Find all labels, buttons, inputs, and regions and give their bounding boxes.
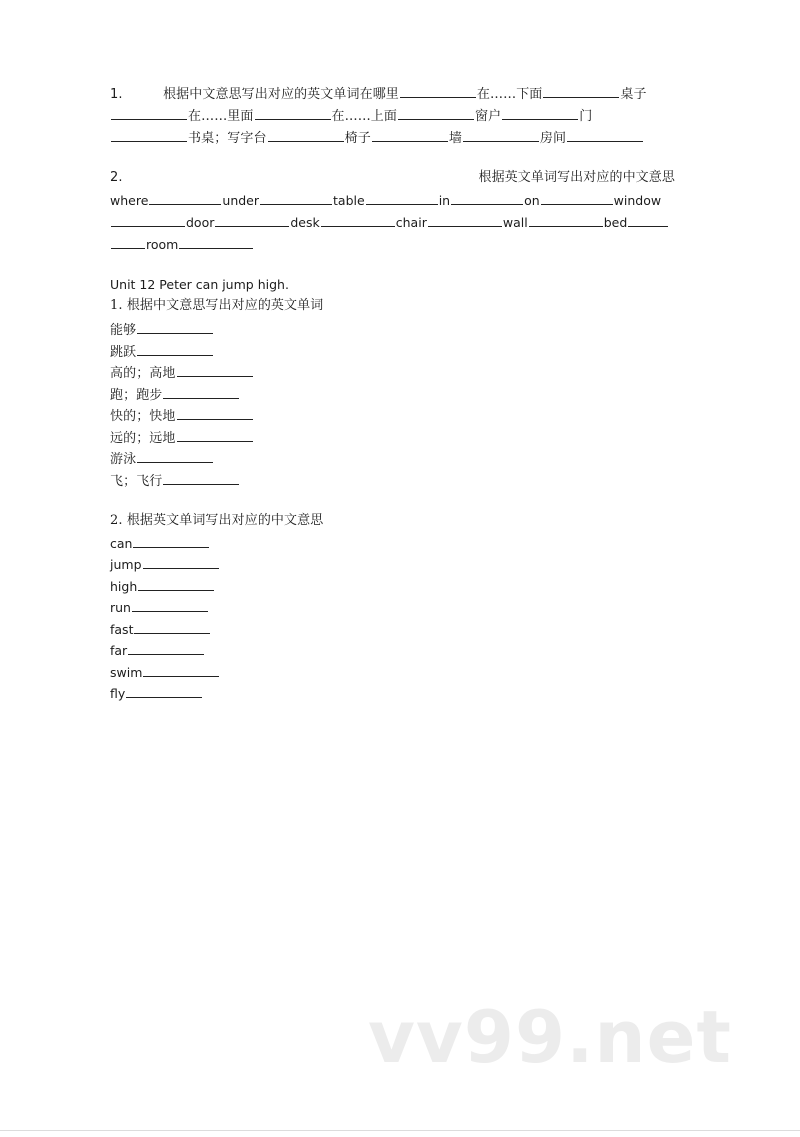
q1-line-2 <box>110 105 592 126</box>
answer-blank[interactable] <box>543 83 619 98</box>
q1-item: 门 <box>579 109 593 124</box>
q1-item: 在……上面 <box>331 109 397 124</box>
answer-blank[interactable] <box>260 190 332 205</box>
answer-blank[interactable] <box>143 662 219 677</box>
answer-blank[interactable] <box>137 341 213 356</box>
answer-blank[interactable] <box>163 384 239 399</box>
answer-blank[interactable] <box>111 234 145 249</box>
unit-q2-row <box>110 683 203 703</box>
answer-blank[interactable] <box>111 127 187 142</box>
watermark: vv99.net <box>368 995 732 1079</box>
answer-blank[interactable] <box>366 190 438 205</box>
answer-blank[interactable] <box>372 127 448 142</box>
unit-q2-item: fast <box>110 622 134 637</box>
answer-blank[interactable] <box>215 212 289 227</box>
answer-blank[interactable] <box>143 554 219 569</box>
answer-blank[interactable] <box>177 405 253 420</box>
unit-q2-row <box>110 597 209 617</box>
page-divider <box>0 1130 800 1131</box>
q1-item: 在……下面 <box>476 87 543 102</box>
q2-item: wall <box>502 215 528 230</box>
q1-item: 在哪里 <box>359 87 399 102</box>
q2-item: under <box>222 193 260 208</box>
q2-item: door <box>186 215 215 230</box>
q1-number: 1. <box>110 87 123 102</box>
answer-blank[interactable] <box>268 127 344 142</box>
unit-q2-row <box>110 619 211 639</box>
unit-q1-item: 快的；快地 <box>110 409 176 424</box>
q1-line-3 <box>110 127 644 148</box>
unit-q1-heading: 1. 根据中文意思写出对应的英文单词 <box>110 298 324 313</box>
answer-blank[interactable] <box>428 212 502 227</box>
unit-q1-row <box>110 384 240 405</box>
q1-line-1 <box>110 83 647 104</box>
answer-blank[interactable] <box>163 470 239 485</box>
q1-item: 桌子 <box>620 87 647 102</box>
unit-q2-row <box>110 533 210 553</box>
answer-blank[interactable] <box>541 190 613 205</box>
unit-title: Unit 12 Peter can jump high. <box>110 277 289 292</box>
unit-q2-heading: 2. 根据英文单词写出对应的中文意思 <box>110 513 324 528</box>
q2-item: in <box>438 193 451 208</box>
unit-q2-item: jump <box>110 557 142 572</box>
unit-q1-row <box>110 427 254 448</box>
q1-instruction: 根据中文意思写出对应的英文单词 <box>163 87 360 102</box>
unit-q2-row <box>110 576 215 596</box>
answer-blank[interactable] <box>126 683 202 698</box>
answer-blank[interactable] <box>451 190 523 205</box>
answer-blank[interactable] <box>529 212 603 227</box>
q2-instruction: 根据英文单词写出对应的中文意思 <box>478 170 675 185</box>
q2-item: on <box>524 193 540 208</box>
q2-item: room <box>146 237 179 252</box>
unit-q1-item: 跳跃 <box>110 345 137 360</box>
answer-blank[interactable] <box>567 127 643 142</box>
unit-q2-item: swim <box>110 665 143 680</box>
answer-blank[interactable] <box>149 190 221 205</box>
q2-item: desk <box>290 215 320 230</box>
q2-item: where <box>110 193 149 208</box>
answer-blank[interactable] <box>463 127 539 142</box>
unit-q1-item: 跑；跑步 <box>110 388 163 403</box>
unit-q1-row <box>110 319 214 340</box>
unit-q1-item: 高的；高地 <box>110 366 176 381</box>
answer-blank[interactable] <box>398 105 474 120</box>
q2-line-2 <box>110 190 661 210</box>
unit-q2-row <box>110 554 220 574</box>
unit-q1-row <box>110 341 214 362</box>
unit-q1-item: 能够 <box>110 323 137 338</box>
answer-blank[interactable] <box>255 105 331 120</box>
unit-q1-row <box>110 470 240 491</box>
unit-q2-row <box>110 662 220 682</box>
answer-blank[interactable] <box>111 105 187 120</box>
answer-blank[interactable] <box>321 212 395 227</box>
unit-q2-row <box>110 640 205 660</box>
unit-q1-row <box>110 362 254 383</box>
q2-item: table <box>333 193 365 208</box>
answer-blank[interactable] <box>137 448 213 463</box>
unit-q1-row <box>110 405 254 426</box>
unit-q2-item: far <box>110 643 128 658</box>
q1-item: 在……里面 <box>188 109 254 124</box>
answer-blank[interactable] <box>137 319 213 334</box>
answer-blank[interactable] <box>177 427 253 442</box>
q1-item: 墙 <box>448 131 462 146</box>
answer-blank[interactable] <box>132 597 208 612</box>
answer-blank[interactable] <box>128 640 204 655</box>
unit-q2-item: run <box>110 600 131 615</box>
q1-item: 椅子 <box>344 131 371 146</box>
answer-blank[interactable] <box>177 362 253 377</box>
q2-line-4 <box>110 234 254 254</box>
q1-item: 窗户 <box>475 109 502 124</box>
answer-blank[interactable] <box>133 533 209 548</box>
answer-blank[interactable] <box>134 619 210 634</box>
unit-q1-item: 游泳 <box>110 452 137 467</box>
unit-q2-item: high <box>110 579 138 594</box>
q2-number: 2. <box>110 170 123 185</box>
unit-q1-row <box>110 448 214 469</box>
unit-q2-item: fly <box>110 686 126 701</box>
q1-item: 书桌；写字台 <box>188 131 267 146</box>
answer-blank[interactable] <box>400 83 476 98</box>
unit-q1-item: 远的；远地 <box>110 431 176 446</box>
q1-item: 房间 <box>539 131 567 146</box>
answer-blank[interactable] <box>179 234 253 249</box>
unit-q2-item: can <box>110 536 133 551</box>
answer-blank[interactable] <box>502 105 578 120</box>
q2-line-1 <box>110 169 675 187</box>
answer-blank[interactable] <box>138 576 214 591</box>
q2-item: chair <box>395 215 427 230</box>
q2-line-3 <box>110 212 669 232</box>
answer-blank[interactable] <box>628 212 668 227</box>
q2-item: window <box>613 193 662 208</box>
answer-blank[interactable] <box>111 212 185 227</box>
unit-q1-item: 飞；飞行 <box>110 474 163 489</box>
q2-item: bed <box>603 215 628 230</box>
